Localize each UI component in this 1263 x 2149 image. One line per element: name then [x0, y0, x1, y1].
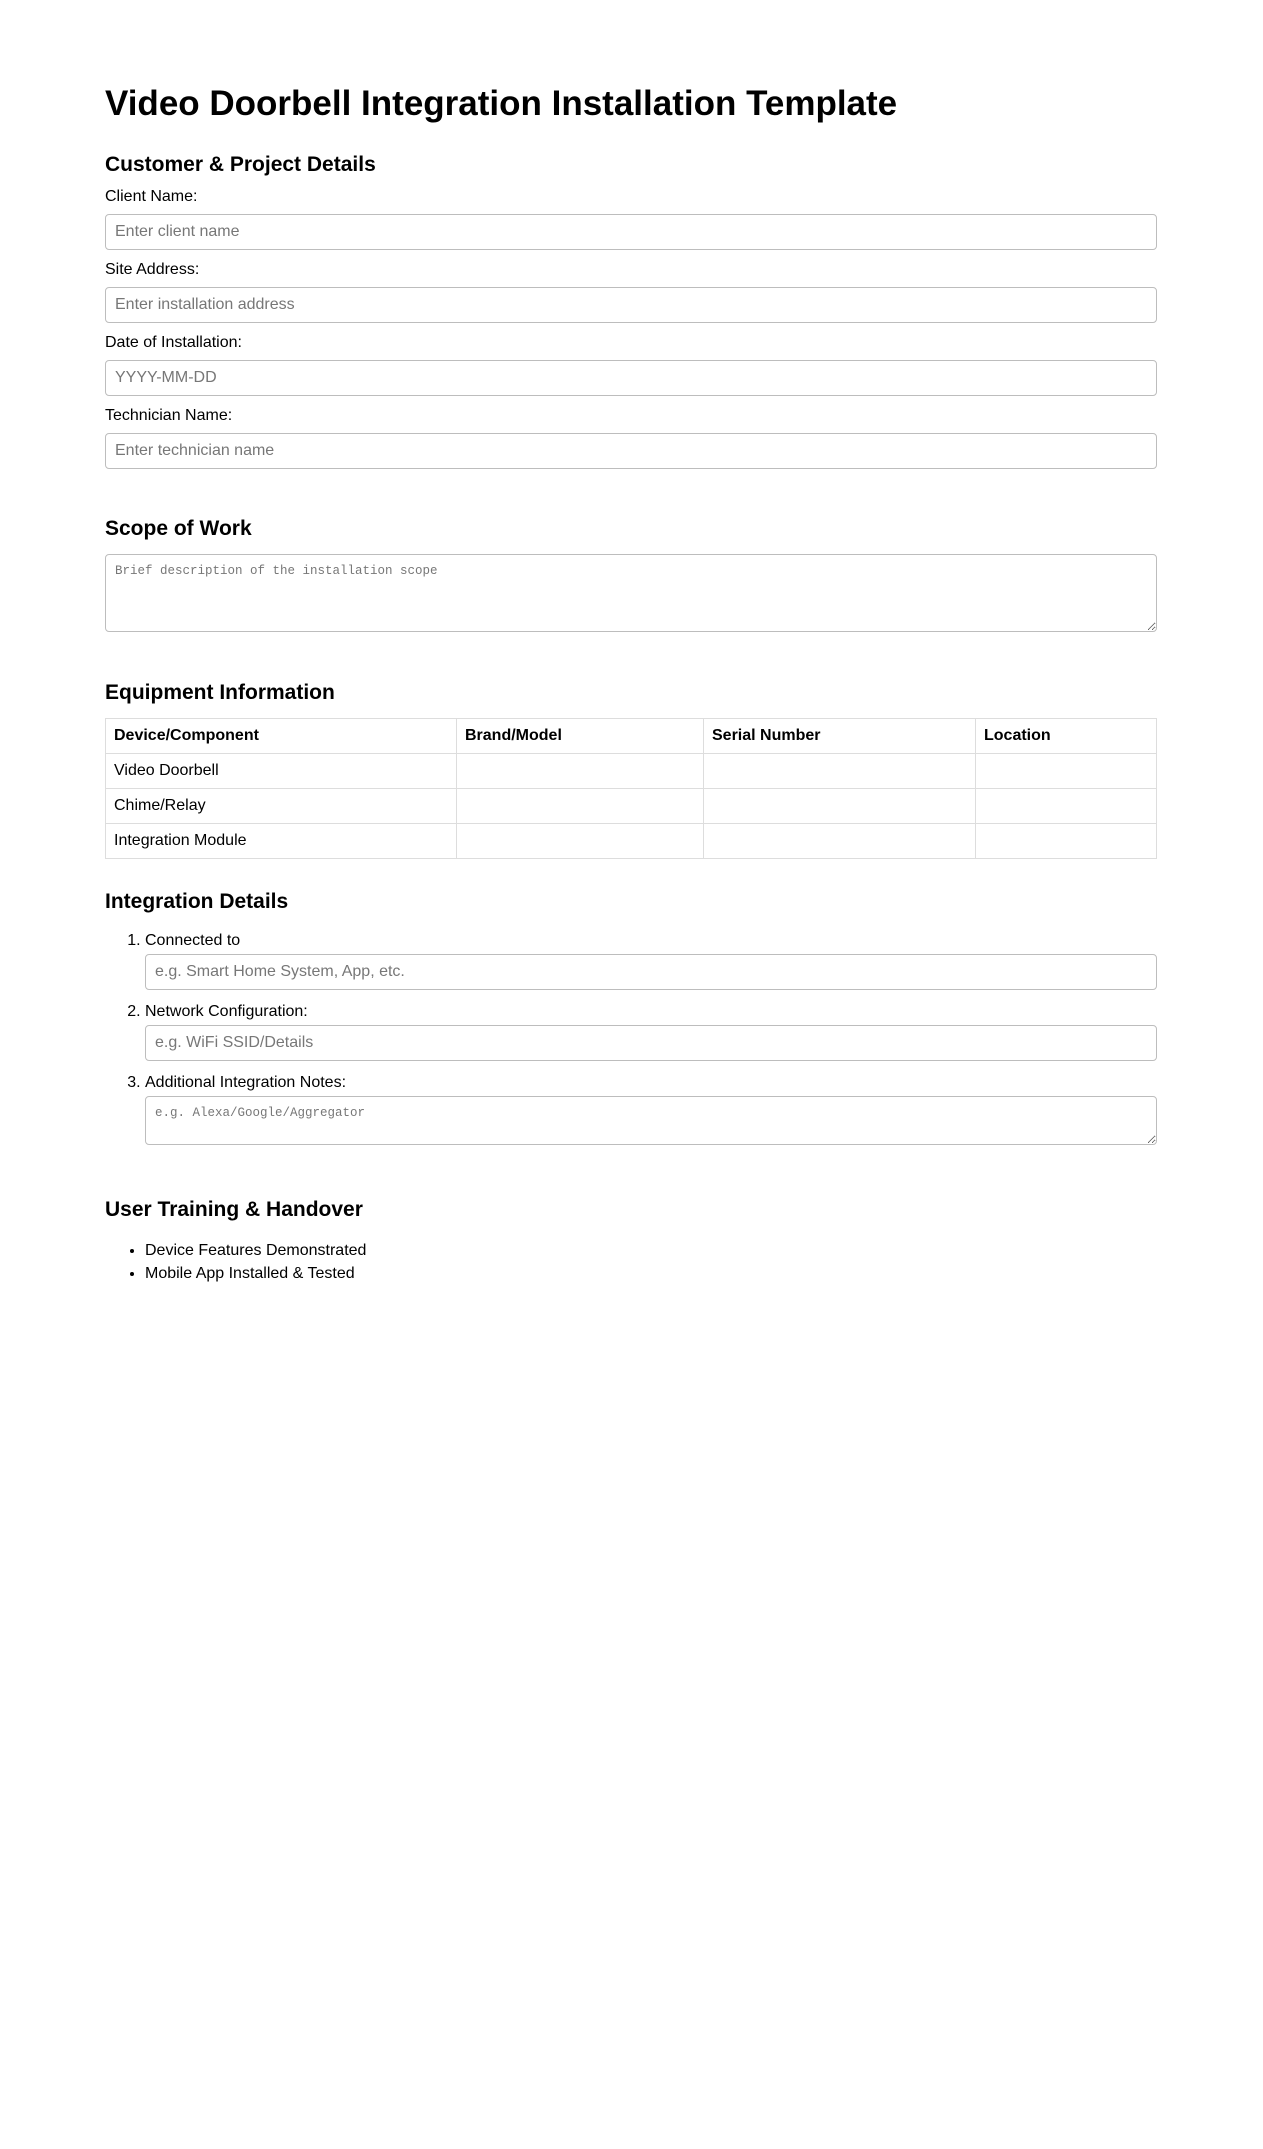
column-header-device: Device/Component: [106, 719, 457, 754]
scope-textarea[interactable]: [105, 554, 1157, 632]
installation-date-label: Date of Installation:: [105, 334, 242, 351]
network-configuration-input[interactable]: [145, 1025, 1157, 1061]
list-item: • Device Features Demonstrated: [145, 1239, 1157, 1262]
equipment-table-header-row: [106, 719, 1157, 754]
serial-number-cell[interactable]: [704, 754, 976, 789]
column-header-brand-model: Brand/Model: [457, 719, 704, 754]
column-header-location: Location: [976, 719, 1157, 754]
technician-name-input[interactable]: [105, 433, 1157, 469]
training-section: [105, 1197, 1157, 1285]
integration-section-heading: Integration Details: [105, 890, 289, 913]
customer-section-heading: Customer & Project Details: [105, 153, 376, 176]
column-header-serial-number: Serial Number: [704, 719, 976, 754]
brand-model-cell[interactable]: [457, 754, 704, 789]
location-cell[interactable]: [976, 754, 1157, 789]
technician-name-label: Technician Name:: [105, 407, 233, 424]
training-section-heading: User Training & Handover: [105, 1198, 363, 1221]
customer-project-section: [105, 152, 1157, 469]
serial-number-cell[interactable]: [704, 789, 976, 824]
list-item: • Mobile App Installed & Tested: [145, 1262, 1157, 1285]
table-row: [106, 754, 1157, 789]
training-list: [105, 1239, 1157, 1285]
table-row: [106, 824, 1157, 859]
equipment-section: [105, 680, 1157, 859]
scope-section-heading: Scope of Work: [105, 517, 252, 540]
integration-notes-textarea[interactable]: [145, 1096, 1157, 1145]
integration-notes-label: Additional Integration Notes:: [145, 1074, 347, 1091]
integration-list: [105, 931, 1157, 1145]
location-cell[interactable]: [976, 824, 1157, 859]
device-cell: Integration Module: [106, 824, 457, 859]
integration-item-notes: [145, 1073, 1157, 1145]
location-cell[interactable]: [976, 789, 1157, 824]
equipment-table: [105, 718, 1157, 859]
network-configuration-label: Network Configuration:: [145, 1003, 308, 1020]
integration-section: [105, 889, 1157, 1145]
installation-date-input[interactable]: [105, 360, 1157, 396]
integration-item-network: [145, 1002, 1157, 1061]
site-address-input[interactable]: [105, 287, 1157, 323]
serial-number-cell[interactable]: [704, 824, 976, 859]
connected-to-label: Connected to: [145, 932, 241, 949]
device-cell: Video Doorbell: [106, 754, 457, 789]
device-cell: Chime/Relay: [106, 789, 457, 824]
brand-model-cell[interactable]: [457, 824, 704, 859]
scope-section: [105, 516, 1157, 632]
brand-model-cell[interactable]: [457, 789, 704, 824]
equipment-section-heading: Equipment Information: [105, 681, 335, 704]
client-name-input[interactable]: [105, 214, 1157, 250]
connected-to-input[interactable]: [145, 954, 1157, 990]
table-row: [106, 789, 1157, 824]
site-address-label: Site Address:: [105, 261, 200, 278]
integration-item-connected-to: [145, 931, 1157, 990]
client-name-label: Client Name:: [105, 188, 198, 205]
page-title: Video Doorbell Integration Installation Template: [105, 84, 898, 123]
installation-template-page: [105, 0, 1157, 1300]
